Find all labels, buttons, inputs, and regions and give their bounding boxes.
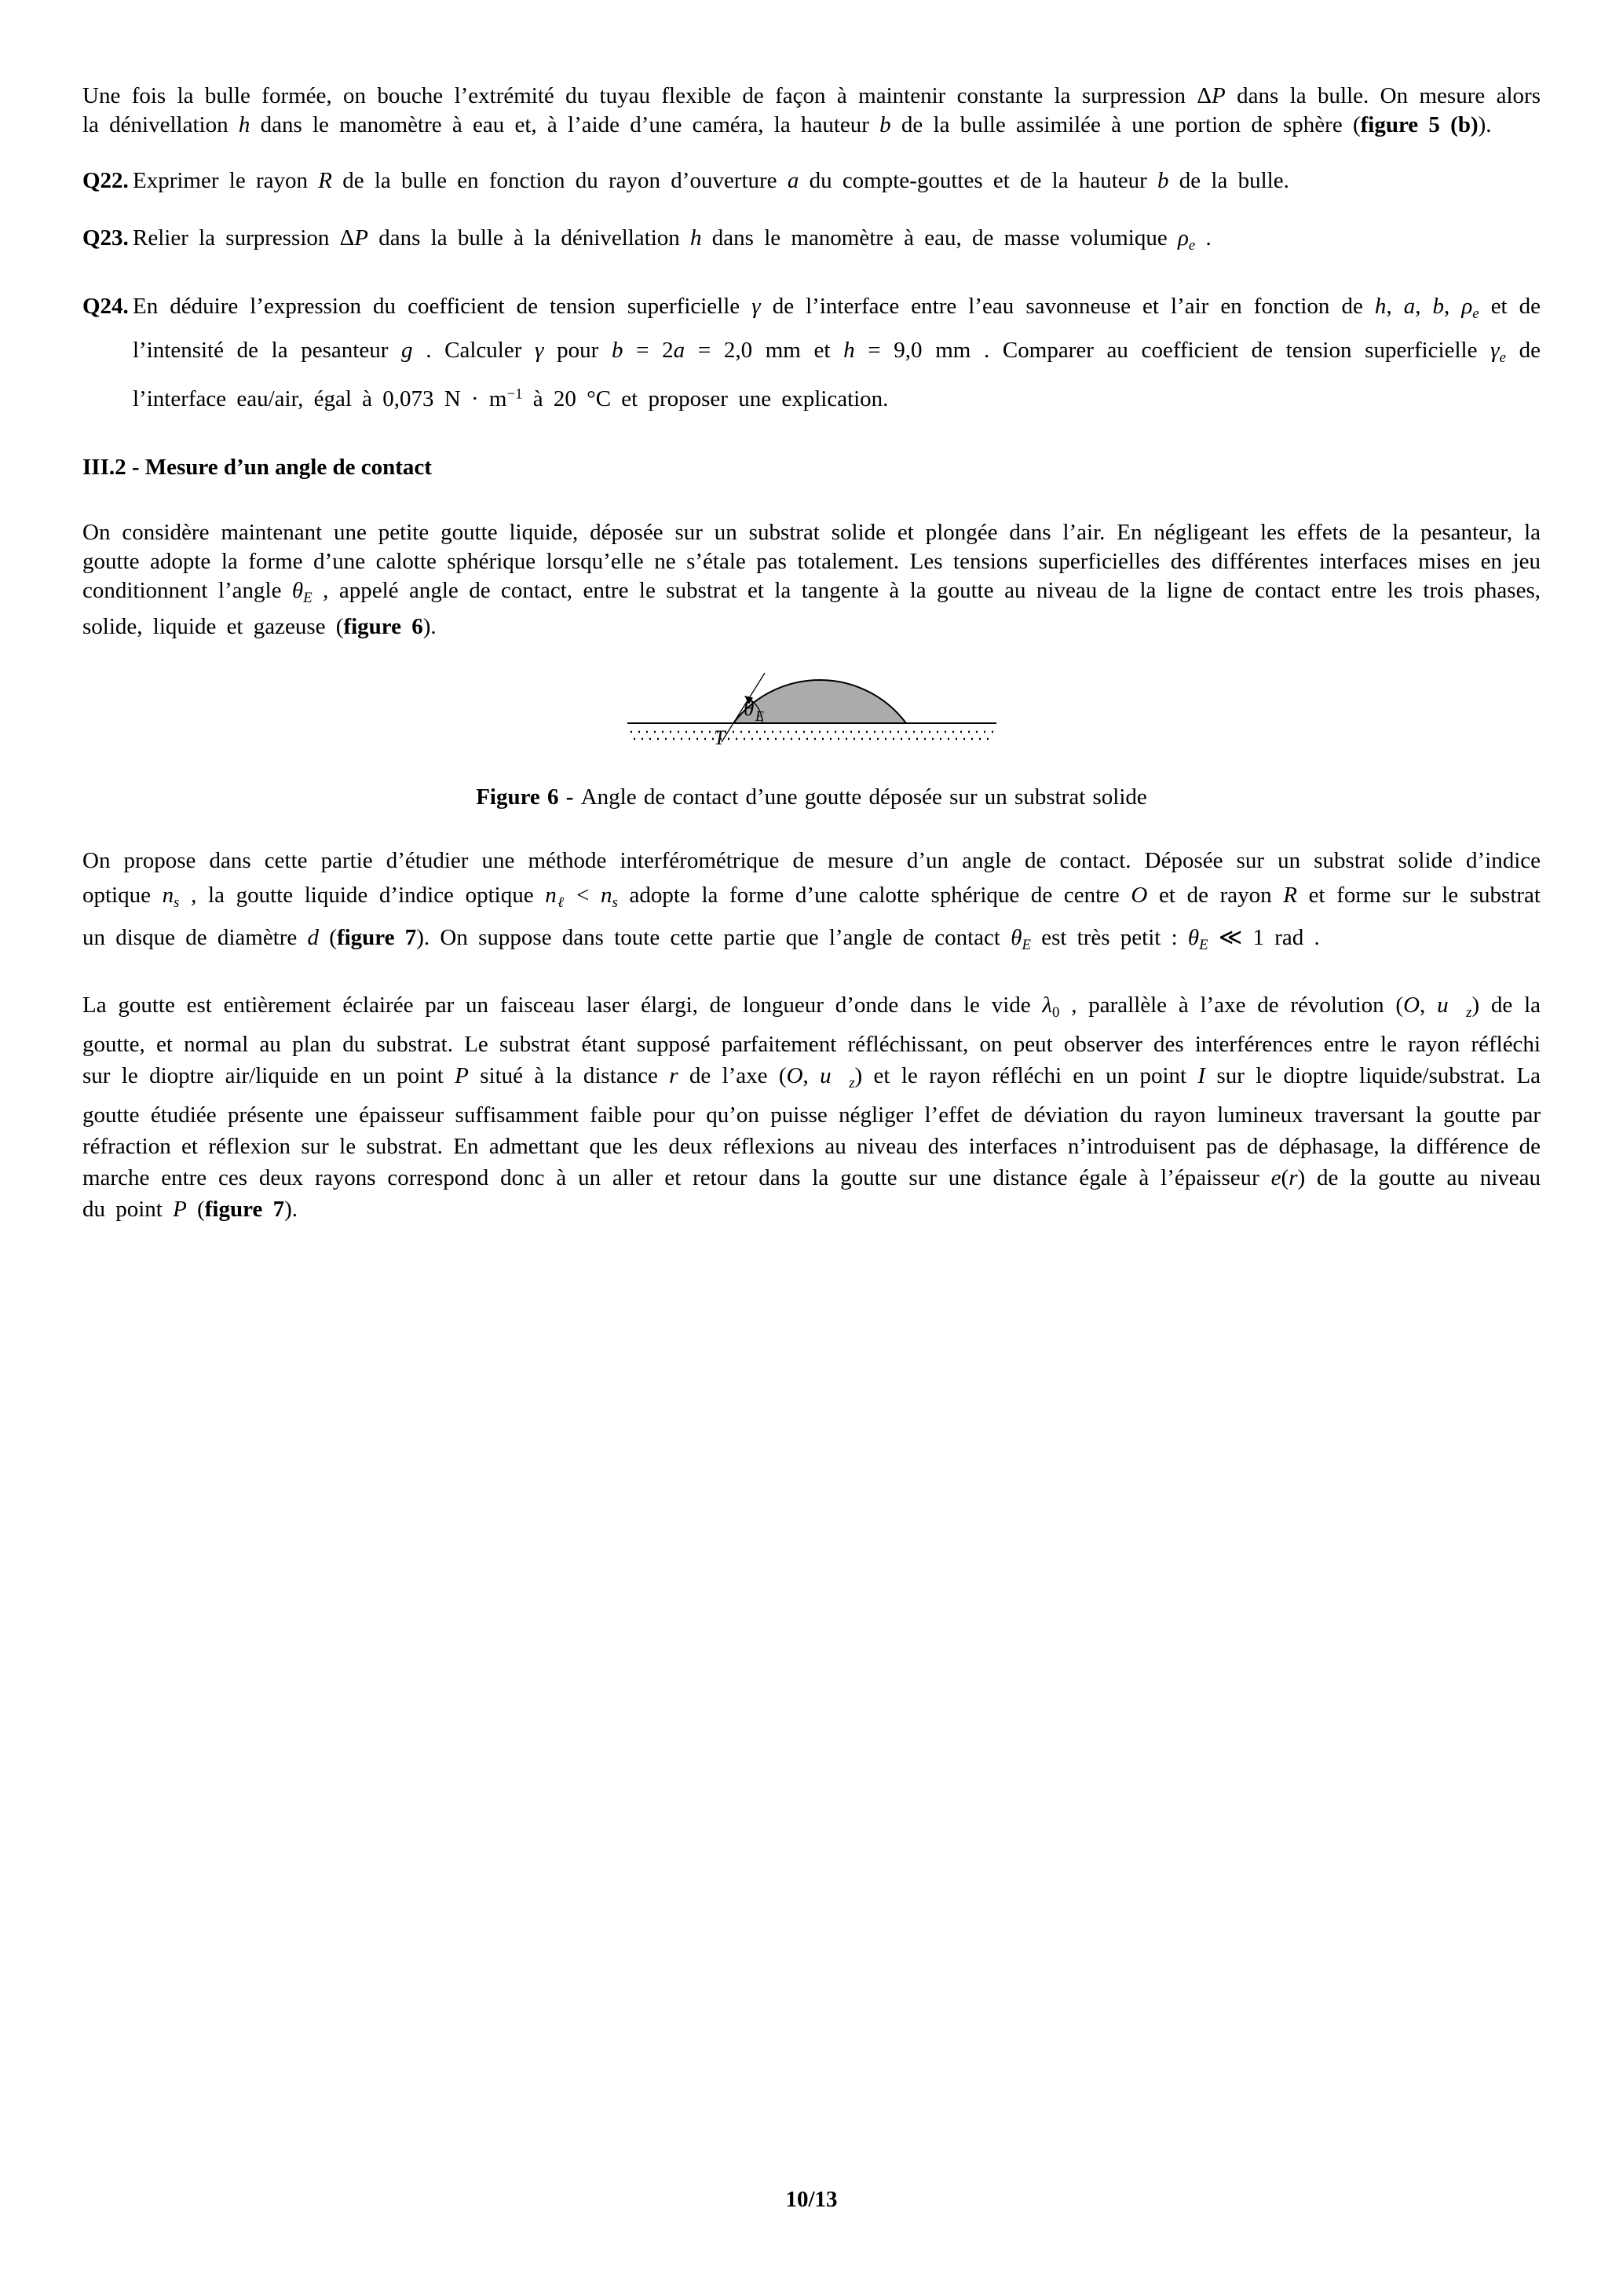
- figure6-caption-number: Figure 6 -: [476, 784, 581, 810]
- figure6-drawing: [627, 668, 996, 769]
- page-content: [82, 82, 1541, 1252]
- paragraph-interferometry-intro: On propose dans cette partie d’étudier une méthode interférométrique de mesure d’un angle de contact. Déposée sur un substrat solide d’indice optique $n_s$ , la goutte liquide d’indice optique $n_\ell < n_s$ adopte la forme d’une calotte sphérique de centre O et de rayon R et forme sur le substrat un disque de diamètre d (figure 7). On suppose dans toute cette partie que l’angle de contact $\theta_E$ est très petit : $\theta_E$ ≪ 1 rad .: [82, 847, 1541, 953]
- question-q23-body: Relier la surpression ΔP dans la bulle à la dénivellation h dans le manomètre à eau, de masse volumique $\rho_e$ .: [133, 225, 1212, 254]
- question-q24-body: En déduire l’expression du coefficient de tension superficielle γ de l’interface entre l’eau savonneuse et l’air en fonction de h, a, b, $\rho_e$ et de l’intensité de la pesanteur g . Calculer γ pour b = 2a = 2,0 mm et h = 9,0 mm . Comparer au coefficient de tension superficielle $\gamma_e$ de l’interface eau/air, égal à 0,073 $N \cdot m^{-1}$ à 20 °C et proposer une explication.: [133, 294, 1541, 411]
- theta-subscript-label: E: [755, 707, 764, 724]
- theta-label: θ: [743, 696, 754, 720]
- question-q24: [82, 288, 1541, 416]
- question-q23-label: Q23.: [82, 225, 129, 250]
- page-number: 10/13: [785, 2187, 838, 2212]
- question-q22-body: Exprimer le rayon R de la bulle en fonction du rayon d’ouverture a du compte-gouttes et de la hauteur b de la bulle.: [133, 168, 1289, 193]
- paragraph-contact-angle-intro: On considère maintenant une petite goutte liquide, déposée sur un substrat solide et plongée dans l’air. En négligeant les effets de la pesanteur, la goutte adopte la forme d’une calotte sphérique lorsqu’elle ne s’étale pas totalement. Les tensions superficielles des différentes interfaces mises en jeu conditionnent l’angle $\theta_E$ , appelé angle de contact, entre le substrat et la tangente à la goutte au niveau de la ligne de contact entre les trois phases, solide, liquide et gazeuse (figure 6).: [82, 519, 1541, 639]
- figure6-caption: [82, 783, 1541, 812]
- question-q22: [82, 166, 1541, 196]
- question-q24-label: Q24.: [82, 294, 129, 320]
- section-heading-iii2: III.2 - Mesure d’un angle de contact: [82, 454, 432, 480]
- question-q22-label: Q22.: [82, 168, 129, 193]
- question-q23: [82, 224, 1541, 260]
- figure6: [82, 668, 1541, 775]
- figure6-caption-text: Angle de contact d’une goutte déposée sur un substrat solide: [580, 784, 1147, 810]
- substrate-t-label: T: [713, 726, 725, 749]
- paragraph-laser-description: La goutte est entièrement éclairée par un faisceau laser élargi, de longueur d’onde dans le vide $\lambda_0$ , parallèle à l’axe de révolution (O, $u⃗_z$) de la goutte, et normal au plan du substrat. Le substrat étant supposé parfaitement réfléchissant, on peut observer des interférences entre le rayon réfléchi sur le dioptre air/liquide en un point P situé à la distance r de l’axe (O, $u⃗_z$) et le rayon réfléchi en un point I sur le dioptre liquide/substrat. La goutte étudiée présente une épaisseur suffisamment faible pour qu’on puisse négliger l’effet de déviation du rayon lumineux traversant la goutte par réfraction et réflexion sur le substrat. En admettant que les deux réflexions au niveau des interfaces n’introduisent pas de déphasage, la différence de marche entre ces deux rayons correspond donc à un aller et retour dans la goutte sur une distance égale à l’épaisseur e(r) de la goutte au niveau du point P (figure 7).: [82, 992, 1541, 1222]
- paragraph-bubble-setup: Une fois la bulle formée, on bouche l’extrémité du tuyau flexible de façon à maintenir constante la surpression ΔP dans la bulle. On mesure alors la dénivellation h dans le manomètre à eau et, à l’aide d’une caméra, la hauteur b de la bulle assimilée à une portion de sphère (figure 5 (b)).: [82, 83, 1541, 137]
